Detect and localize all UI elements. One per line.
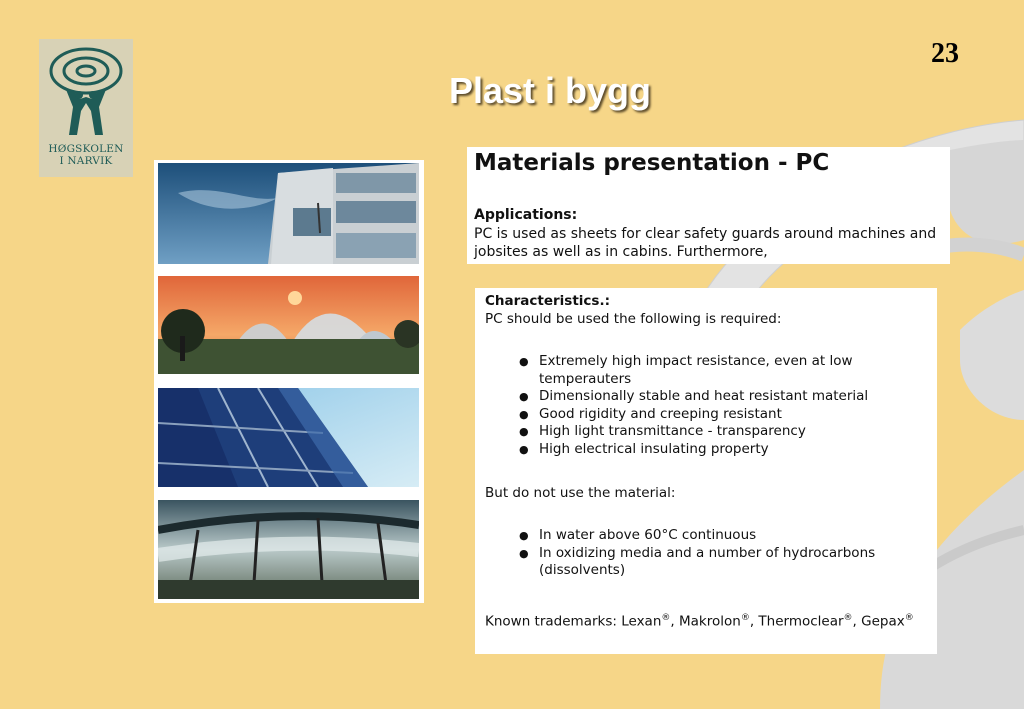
trademark-gepax: Gepax [861, 613, 905, 630]
list-item: ● In water above 60°C continuous [519, 527, 919, 545]
glass-facade-photo [158, 388, 419, 487]
registered-mark: ® [843, 613, 853, 623]
list-item: ● High light transmittance - transparency [519, 423, 919, 441]
characteristics-intro: PC should be used the following is required: [485, 311, 782, 327]
trademarks-label: Known trademarks: [485, 613, 622, 630]
trademark-thermoclear: Thermoclear [758, 613, 844, 630]
atlas-globe-icon [47, 45, 125, 145]
presentation-heading: Materials presentation - PC [474, 150, 830, 176]
page-number: 23 [931, 38, 959, 69]
list-item: ● High electrical insulating property [519, 441, 919, 459]
caution-intro: But do not use the material: [485, 485, 676, 501]
characteristics-box [475, 288, 937, 654]
school-logo [39, 39, 133, 177]
trademarks-line: Known trademarks: Lexan®, Makrolon®, Thermoclear®, Gepax® [485, 613, 914, 630]
bridge-canopy-photo [158, 500, 419, 599]
materials-presentation-box [467, 147, 950, 264]
list-item: ● In oxidizing media and a number of hydrocarbons (dissolvents) [519, 545, 919, 580]
caution-list [519, 527, 919, 580]
required-list [519, 353, 919, 458]
logo-text-line2: I NARVIK [59, 155, 113, 167]
applications-text: PC is used as sheets for clear safety guards around machines and jobsites as well as in cabins. Furthermore, [474, 226, 937, 260]
building-facade-photo [158, 163, 419, 264]
trademark-makrolon: Makrolon [678, 613, 741, 630]
photo-collage [154, 160, 424, 603]
applications-heading: Applications: [474, 207, 578, 223]
list-item: ● Extremely high impact resistance, even at low temperauters [519, 353, 919, 388]
slide-title: Plast i bygg [448, 70, 652, 111]
registered-mark: ® [904, 613, 914, 623]
registered-mark: ® [661, 613, 671, 623]
trademark-lexan: Lexan [621, 613, 662, 630]
logo-text-line1: HØGSKOLEN [48, 143, 124, 155]
registered-mark: ® [740, 613, 750, 623]
list-item: ● Dimensionally stable and heat resistant material [519, 388, 919, 406]
greenhouse-domes-photo [158, 276, 419, 374]
list-item: ● Good rigidity and creeping resistant [519, 406, 919, 424]
characteristics-heading: Characteristics.: [485, 293, 610, 309]
